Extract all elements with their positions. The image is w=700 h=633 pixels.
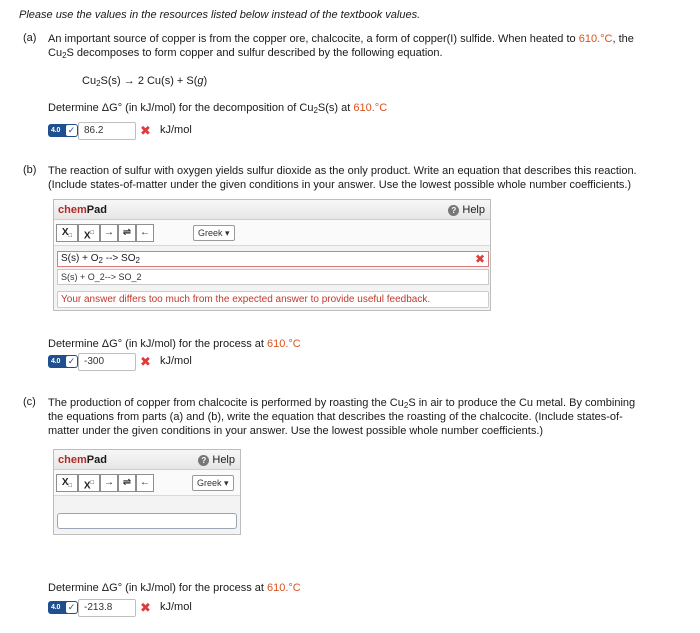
backspace-button[interactable]: ← (136, 474, 154, 492)
version-badge: 4.0 ✓ (48, 124, 78, 137)
help-icon: ? (198, 455, 209, 466)
help-icon: ? (448, 205, 459, 216)
part-c-question: Determine ΔG° (in kJ/mol) for the process at 610.°C (48, 582, 301, 594)
part-a-text-line2: $Cu_2S$ decomposes to form copper and sulfur described by the following equation. (48, 47, 443, 60)
equilibrium-button[interactable]: ⇌ (118, 474, 136, 492)
decomposition-equation: $Cu_2S(s) \to 2$ Cu(s) + S(g) (82, 75, 208, 88)
incorrect-icon: ✖ (474, 252, 485, 266)
chempad-editor-area (54, 497, 240, 534)
part-c-text-line3: matter under the given conditions in your answer. Use the lowest possible whole number coefficients.) (48, 425, 544, 437)
unit-label-a: kJ/mol (160, 124, 192, 136)
part-b-label: (b) (23, 164, 37, 176)
part-a-question: Determine ΔG° (in kJ/mol) for the decomposition of $Cu_2S(s)$ at 610.°C (48, 102, 388, 115)
answer-field-c[interactable]: -213.8 (78, 599, 136, 617)
check-icon: ✓ (67, 602, 76, 612)
temperature-a: 610.°C (578, 33, 613, 45)
chempad-title: chemPad (58, 204, 107, 216)
arrow-button[interactable]: → (100, 224, 118, 242)
part-b-text-line2: (Include states-of-matter under the given conditions in your answer. Use the lowest possible whole number coefficients.) (48, 179, 632, 191)
help-button[interactable]: ? Help (198, 454, 235, 466)
chempad-title: chemPad (58, 454, 107, 466)
chempad-input-raw[interactable]: S(s) + O_2--> SO_2 (57, 269, 489, 285)
part-a-text-line1: An important source of copper is from the copper ore, chalcocite, a form of copper(I) sulfide. When heated to 610.°C, the (48, 33, 634, 45)
arrow-button[interactable]: → (100, 474, 118, 492)
feedback-message: Your answer differs too much from the expected answer to provide useful feedback. (57, 291, 489, 308)
incorrect-icon: ✖ (140, 354, 151, 369)
chempad-toolbar (54, 470, 240, 496)
greek-dropdown[interactable]: Greek ▾ (192, 475, 234, 491)
check-icon: ✓ (67, 125, 76, 135)
incorrect-icon: ✖ (140, 123, 151, 138)
equilibrium-button[interactable]: ⇌ (118, 224, 136, 242)
chempad-header (54, 450, 240, 470)
subscript-button[interactable]: $X_□$ (56, 224, 78, 242)
part-a-label: (a) (23, 32, 37, 44)
chempad-c (53, 449, 241, 535)
superscript-button[interactable]: X□ (78, 224, 100, 242)
chempad-toolbar (54, 220, 490, 246)
instructions-text: Please use the values in the resources listed below instead of the textbook values. (19, 9, 421, 21)
incorrect-icon: ✖ (140, 600, 151, 615)
greek-dropdown[interactable]: Greek ▾ (193, 225, 235, 241)
answer-field-b[interactable]: -300 (78, 353, 136, 371)
check-icon: ✓ (67, 356, 76, 366)
chempad-input-rendered[interactable]: $S(s) + O_2$ --> $SO_2$ ✖ (57, 251, 489, 267)
part-c-label: (c) (23, 396, 36, 408)
backspace-button[interactable]: ← (136, 224, 154, 242)
help-button[interactable]: ? Help (448, 204, 485, 216)
chempad-header (54, 200, 490, 220)
unit-label-c: kJ/mol (160, 601, 192, 613)
part-b-text-line1: The reaction of sulfur with oxygen yields sulfur dioxide as the only product. Write an equation that describes this reaction. (48, 165, 637, 177)
answer-field-a[interactable]: 86.2 (78, 122, 136, 140)
part-c-text-line1: The production of copper from chalcocite is performed by roasting the $Cu_2S$ in air to produce the Cu metal. By combining (48, 397, 636, 410)
chempad-b (53, 199, 491, 311)
chempad-input[interactable] (57, 513, 237, 529)
version-badge: 4.0 ✓ (48, 355, 78, 368)
superscript-button[interactable]: X□ (78, 474, 100, 492)
unit-label-b: kJ/mol (160, 355, 192, 367)
subscript-button[interactable]: $X_□$ (56, 474, 78, 492)
version-badge: 4.0 ✓ (48, 601, 78, 614)
part-c-text-line2: the equations from parts (a) and (b), write the equation that describes the roasting of the chalcocite. (Include states-of- (48, 411, 623, 423)
part-b-question: Determine ΔG° (in kJ/mol) for the process at 610.°C (48, 338, 301, 350)
